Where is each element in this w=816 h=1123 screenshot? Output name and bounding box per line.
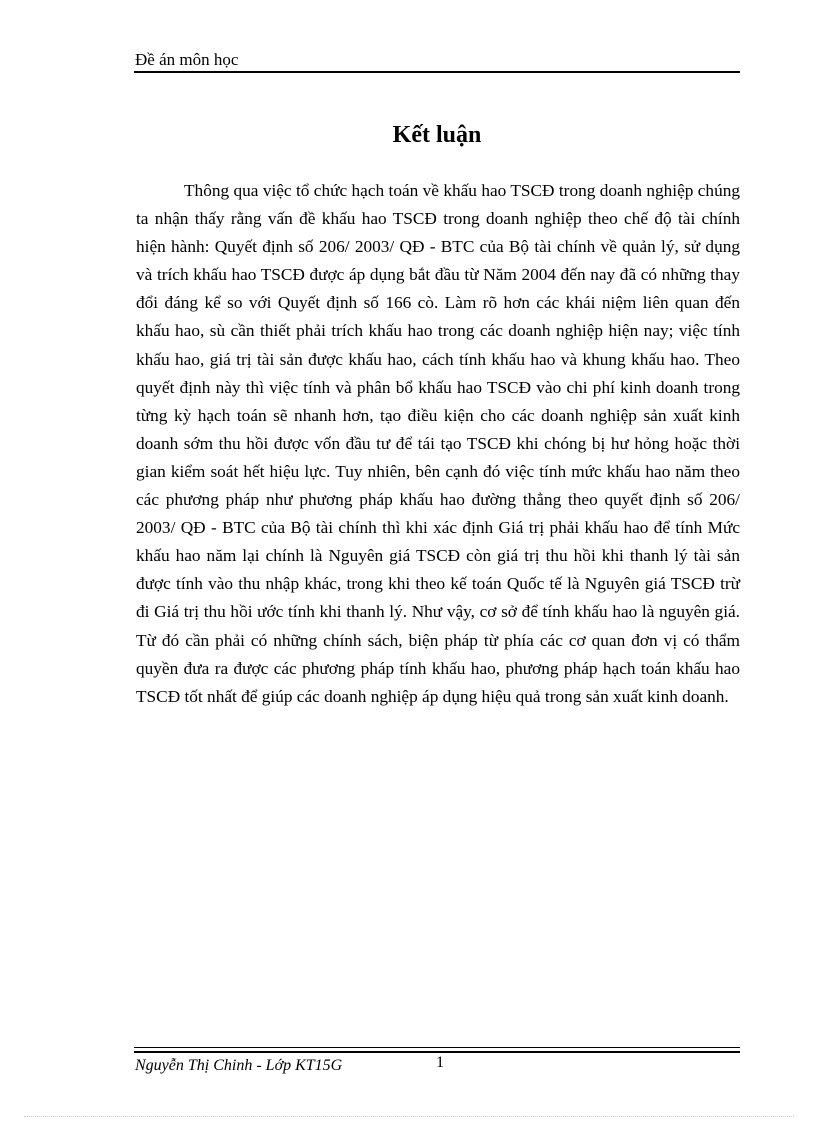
body-paragraph: Thông qua việc tổ chức hạch toán về khấu hao TSCĐ trong doanh nghiệp chúng ta nhận thấy rằng vấn đề khấu hao TSCĐ trong doanh nghiệp theo chế độ tài chính hiện hành: Quyết định số 206/ 2003/ QĐ - BTC của Bộ tài chính về quản lý, sử dụng và trích khấu hao TSCĐ được áp dụng bắt đầu từ Năm 2004 đến nay đã có những thay đổi đáng kể so với Quyết định số 166 cò. Làm rõ hơn các khái niệm liên quan đến khấu hao, sù cần thiết phải trích khấu hao trong các doanh nghiệp hiện nay; việc tính khấu hao, giá trị tài sản được khấu hao, cách tính khấu hao và khung khấu hao. Theo quyết định này thì việc tính và phân bổ khấu hao TSCĐ vào chi phí kinh doanh trong từng kỳ hạch toán sẽ nhanh hơn, tạo điều kiện cho các doanh nghiệp sản xuất kinh doanh sớm thu hồi được vốn đầu tư để tái tạo TSCĐ khi chóng bị hư hỏng hoặc thời gian kiểm soát hết hiệu lực. Tuy nhiên, bên cạnh đó việc tính mức khấu hao năm theo các phương pháp như phương pháp khấu hao đường thẳng theo quyết định số 206/ 2003/ QĐ - BTC của Bộ tài chính thì khi xác định Giá trị phải khấu hao để tính Mức khấu hao năm lại chính là Nguyên giá TSCĐ còn giá trị thu hồi khi thanh lý tài sản được tính vào thu nhập khác, trong khi theo kế toán Quốc tế là Nguyên giá TSCĐ trừ đi Giá trị thu hồi ước tính khi thanh lý. Như vậy, cơ sở để tính khấu hao là nguyên giá. Từ đó cần phải có những chính sách, biện pháp từ phía các cơ quan đơn vị có thẩm quyền đưa ra được các phương pháp tính khấu hao, phương pháp hạch toán khấu hao TSCĐ tốt nhất để giúp các doanh nghiệp áp dụng hiệu quả trong sản xuất kinh doanh.: [136, 181, 740, 706]
page-header: [134, 50, 740, 74]
header-title: Đề án môn học: [135, 50, 239, 69]
footer-author: Nguyễn Thị Chinh - Lớp KT15G: [135, 1057, 343, 1074]
page-bottom-edge: [24, 1116, 794, 1117]
footer-rule-thin: [134, 1047, 740, 1048]
page-number: 1: [436, 1054, 444, 1071]
section-heading: Kết luận: [392, 122, 482, 148]
page-footer: [134, 1047, 740, 1087]
header-rule: [134, 71, 740, 73]
